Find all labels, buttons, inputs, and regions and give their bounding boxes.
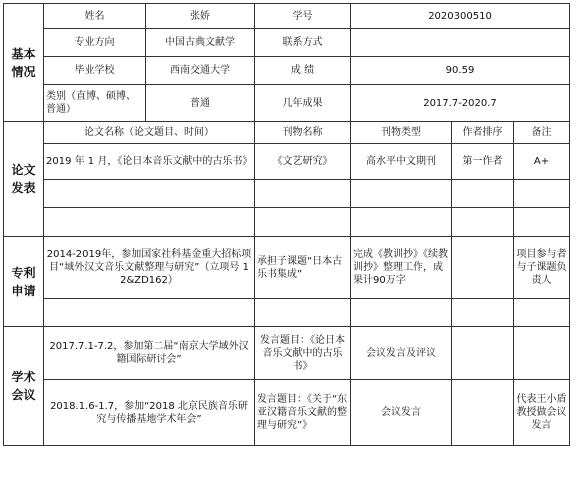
paper-row	[4, 180, 570, 208]
paper-author-order	[452, 180, 514, 208]
column-header: 备注	[514, 122, 570, 144]
paper-author-order: 第一作者	[452, 144, 514, 180]
basic-row	[4, 85, 570, 122]
conference-topic: 发言题目：《关于“东亚汉籍音乐文献的整理与研究”》	[255, 380, 351, 446]
section-basic-label: 基本情况	[4, 4, 44, 122]
paper-row	[4, 144, 570, 180]
patent-task: 承担子课题“日本古乐书集成”	[255, 237, 351, 299]
patent-project	[44, 299, 255, 327]
paper-journal-type: 高水平中文期刊	[351, 144, 452, 180]
conference-role: 会议发言	[351, 380, 452, 446]
field-value: 中国古典文献学	[146, 29, 255, 57]
conference-remark	[514, 327, 570, 380]
paper-journal	[255, 180, 351, 208]
paper-title: 2019 年 1 月，《论日本音乐文献中的古乐书》	[44, 144, 255, 180]
conference-event: 2018.1.6-1.7，参加“2018 北京民族音乐研究与传播基地学术年会”	[44, 380, 255, 446]
paper-journal-type	[351, 180, 452, 208]
section-papers-label: 论文发表	[4, 122, 44, 237]
paper-remark	[514, 208, 570, 237]
field-label: 姓名	[44, 4, 146, 29]
patent-row	[4, 237, 570, 299]
paper-row	[4, 208, 570, 237]
paper-remark: A+	[514, 144, 570, 180]
section-patents-label: 专利申请	[4, 237, 44, 327]
patent-remark	[514, 299, 570, 327]
field-label: 几年成果	[255, 85, 351, 122]
field-label: 专业方向	[44, 29, 146, 57]
resume-table	[3, 3, 570, 446]
field-label: 类别（直博、硕博、普通）	[44, 85, 146, 122]
basic-row	[4, 29, 570, 57]
patent-result: 完成《教训抄》《续教训抄》整理工作，成果计90万字	[351, 237, 452, 299]
paper-author-order	[452, 208, 514, 237]
field-value: 2017.7-2020.7	[351, 85, 570, 122]
column-header: 论文名称（论文题目、时间）	[44, 122, 255, 144]
field-label: 联系方式	[255, 29, 351, 57]
conference-author-order	[452, 327, 514, 380]
field-label: 成 绩	[255, 57, 351, 85]
conference-topic: 发言题目：《论日本音乐文献中的古乐书》	[255, 327, 351, 380]
patent-task	[255, 299, 351, 327]
conference-event: 2017.7.1-7.2，参加第二届“南京大学域外汉籍国际研讨会”	[44, 327, 255, 380]
conference-row	[4, 380, 570, 446]
field-value: 普通	[146, 85, 255, 122]
paper-journal-type	[351, 208, 452, 237]
column-header: 作者排序	[452, 122, 514, 144]
field-label: 学号	[255, 4, 351, 29]
patent-result	[351, 299, 452, 327]
conference-author-order	[452, 380, 514, 446]
paper-journal: 《文艺研究》	[255, 144, 351, 180]
conference-row	[4, 327, 570, 380]
section-conferences-label: 学术会议	[4, 327, 44, 446]
field-value	[351, 29, 570, 57]
field-value: 2020300510	[351, 4, 570, 29]
field-value: 张娇	[146, 4, 255, 29]
basic-row	[4, 57, 570, 85]
basic-row	[4, 4, 570, 29]
patent-row	[4, 299, 570, 327]
papers-header-row	[4, 122, 570, 144]
conference-role: 会议发言及评议	[351, 327, 452, 380]
paper-remark	[514, 180, 570, 208]
field-label: 毕业学校	[44, 57, 146, 85]
field-value: 西南交通大学	[146, 57, 255, 85]
field-value: 90.59	[351, 57, 570, 85]
patent-author-order	[452, 299, 514, 327]
patent-author-order	[452, 237, 514, 299]
patent-project: 2014-2019年，参加国家社科基金重大招标项目“域外汉文音乐文献整理与研究”（立项号 12&ZD162）	[44, 237, 255, 299]
paper-journal	[255, 208, 351, 237]
column-header: 刊物名称	[255, 122, 351, 144]
paper-title	[44, 180, 255, 208]
paper-title	[44, 208, 255, 237]
column-header: 刊物类型	[351, 122, 452, 144]
conference-remark: 代表王小盾教授做会议发言	[514, 380, 570, 446]
patent-remark: 项目参与者与子课题负责人	[514, 237, 570, 299]
